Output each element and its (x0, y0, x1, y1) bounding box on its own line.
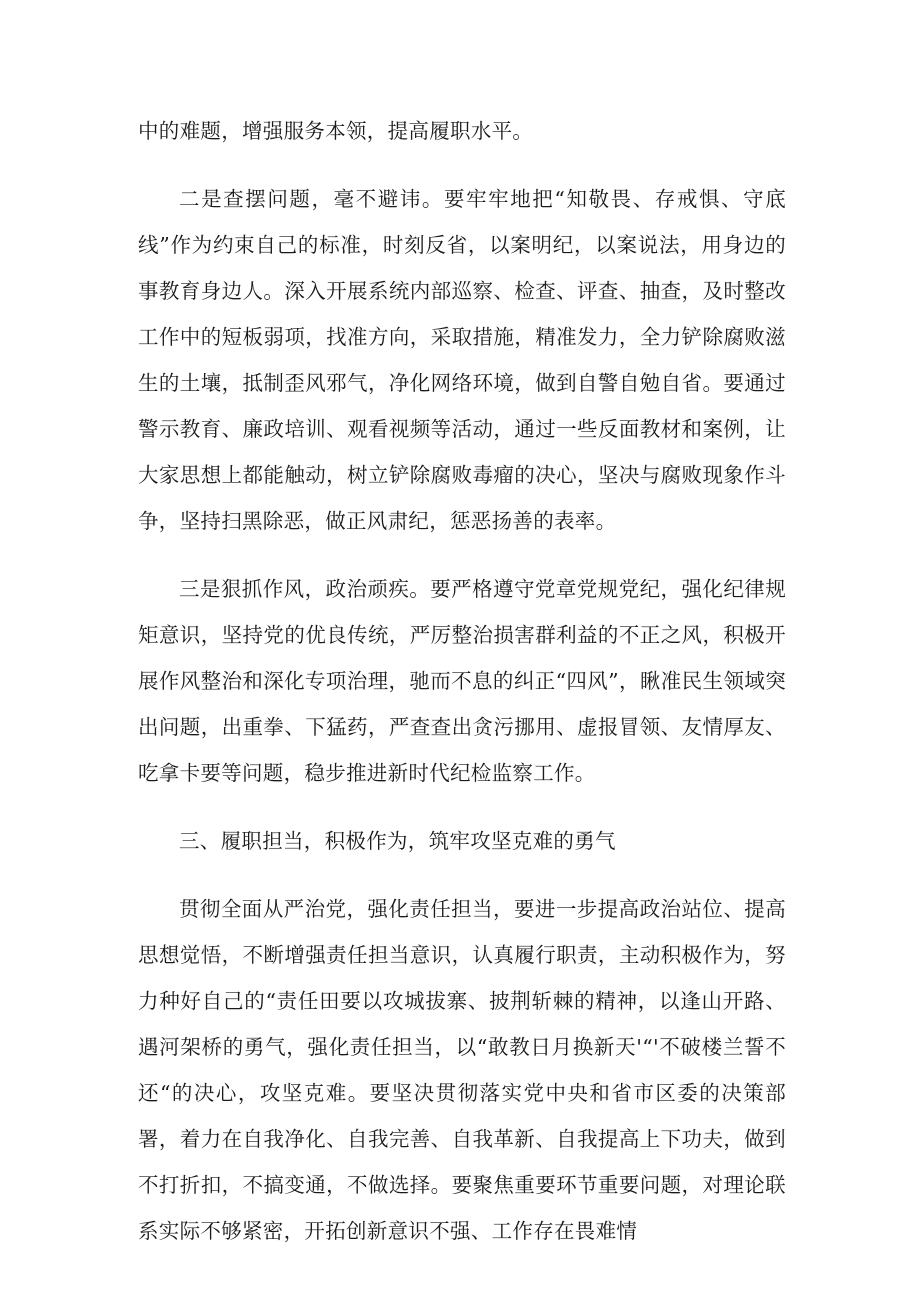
section-heading-three: 三、履职担当，积极作为，筑牢攻坚克难的勇气 (179, 829, 616, 853)
paragraph-work-style: 三是狠抓作风，政治顽疾。要严格遵守党章党规党纪，强化纪律规矩意识，坚持党的优良传统，严厉整治损害群利益的不正之风，积极开展作风整治和深化专项治理，驰而不息的纠正“四风”，瞅准民生领域突出问题，出重拳、下猛药，严查查出贪污挪用、虚报冒领、友情厚友、吃拿卡要等问题，稳步推进新时代纪检监察工作。 (138, 577, 786, 785)
document-body (138, 108, 786, 1276)
paragraph-investigate-problems: 二是查摆问题，毫不避讳。要牢牢地把“知敬畏、存戒惧、守底线”作为约束自己的标准，时刻反省，以案明纪，以案说法，用身边的事教育身边人。深入开展系统内部巡察、检查、评查、抽查，及时整改工作中的短板弱项，找准方向，采取措施，精准发力，全力铲除腐败滋生的土壤，抵制歪风邪气，净化网络环境，做到自警自勉自省。要通过警示教育、廉政培训、观看视频等活动，通过一些反面教材和案例，让大家思想上都能触动，树立铲除腐败毒瘤的决心，坚决与腐败现象作斗争，坚持扫黑除恶，做正风肃纪，惩恶扬善的表率。 (138, 187, 786, 533)
paragraph-responsibility: 贯彻全面从严治党，强化责任担当，要进一步提高政治站位、提高思想觉悟，不断增强责任担当意识，认真履行职责，主动积极作为，努力种好自己的“责任田要以攻城拔寨、披荆斩棘的精神，以逢山开路、遇河架桥的勇气，强化责任担当，以“敢教日月换新天'“'不破楼兰誓不还“的决心，攻坚克难。要坚决贯彻落实党中央和省市区委的决策部署，着力在自我净化、自我完善、自我革新、自我提高上下功夫，做到不打折扣，不搞变通，不做选择。要聚焦重要环节重要问题，对理论联系实际不够紧密，开拓创新意识不强、工作存在畏难情 (138, 897, 786, 1243)
paragraph-continuation: 中的难题，增强服务本领，提高履职水平。 (138, 119, 534, 143)
